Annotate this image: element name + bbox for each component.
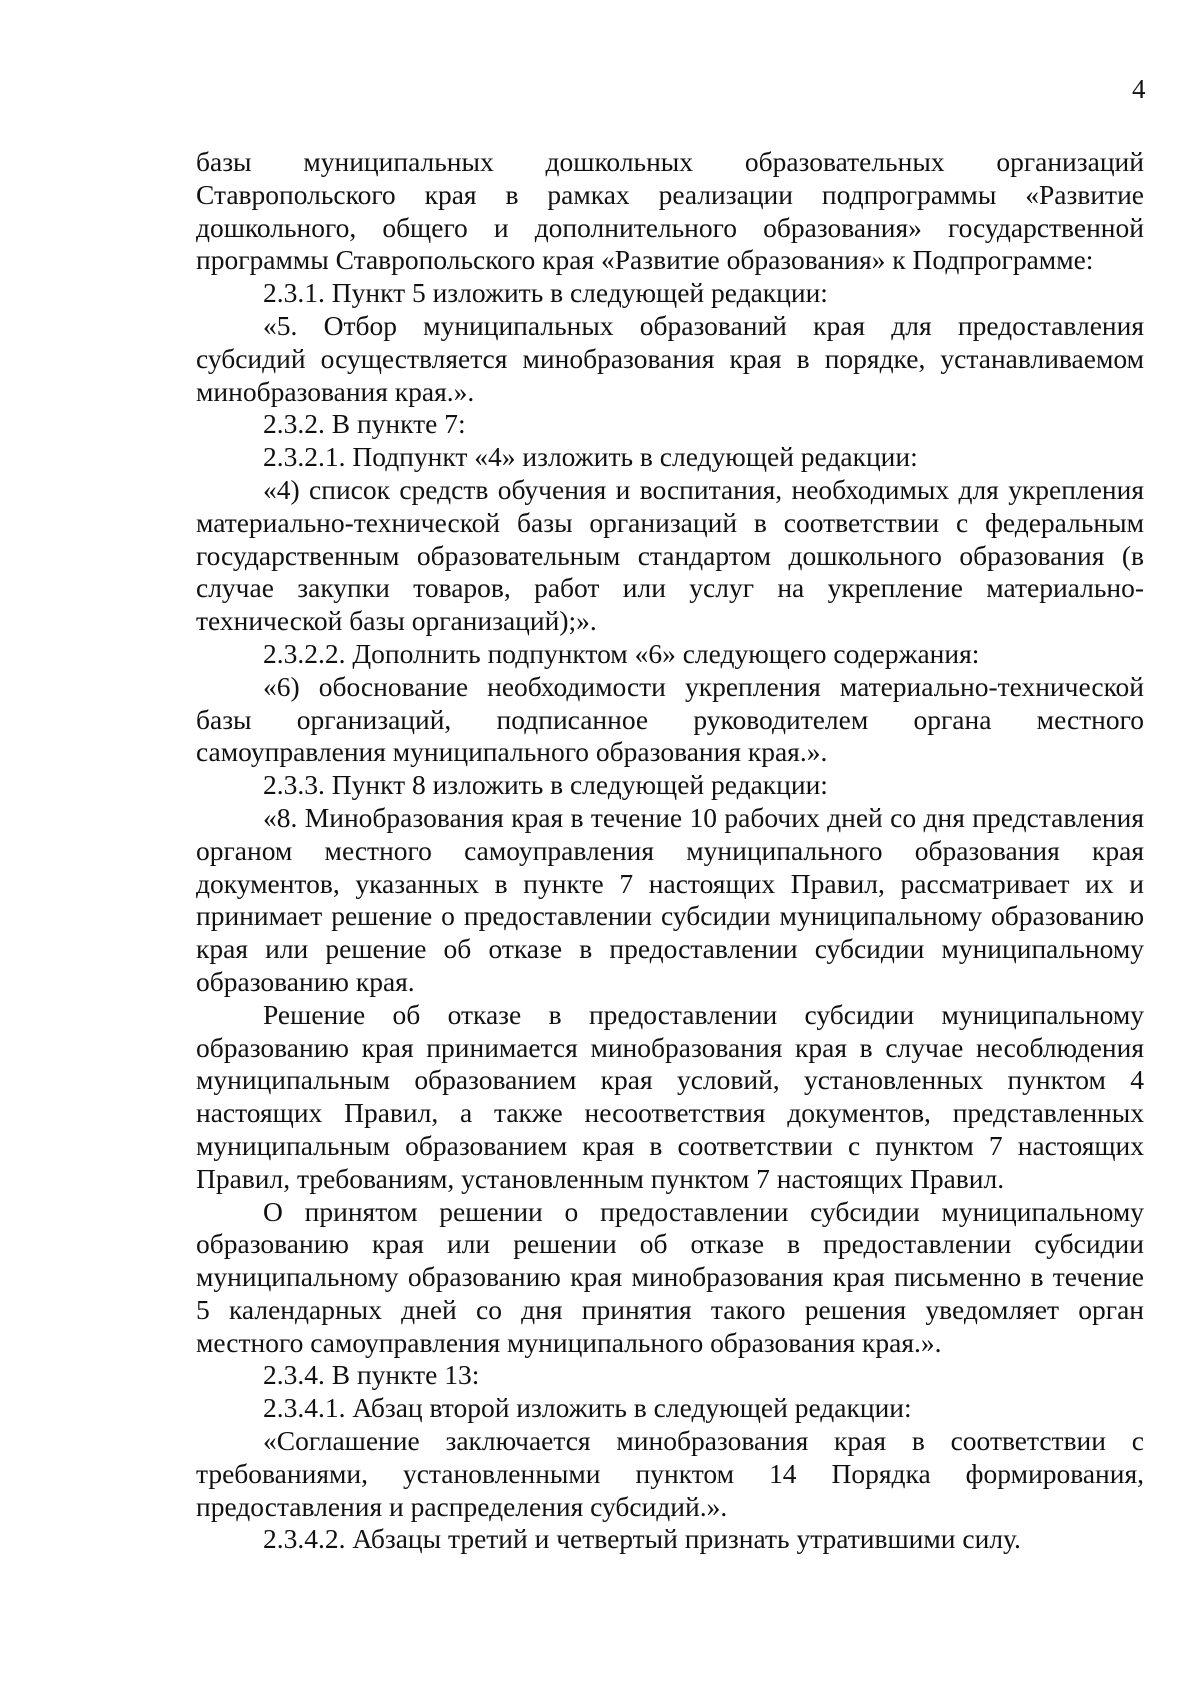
paragraph-2-3-2: 2.3.2. В пункте 7:: [263, 408, 466, 440]
paragraph-2-3-4-2: 2.3.4.2. Абзацы третий и четвертый признать утратившими силу.: [263, 1523, 1021, 1555]
paragraph-refusal-decision: Решение об отказе в предоставлении субсидии муниципальному образованию края принимается минобразования края в случае несоблюдения муниципальным образованием края условий, установленных пунктом 4 настоящих Правил, а также несоответствия документов, представленных муниципальным образованием края в соответствии с пунктом 7 настоящих Правил, требованиям, установленным пунктом 7 настоящих Правил.: [196, 998, 1144, 1194]
paragraph-notification: О принятом решении о предоставлении субсидии муниципальному образованию края или решении об отказе в предоставлении субсидии муниципальному образованию края минобразования края письменно в течение 5 календарных дней со дня принятия такого решения уведомляет орган местного самоуправления муниципального образования края.».: [196, 1195, 1144, 1358]
paragraph-subpoint-4-text: «4) список средств обучения и воспитания, необходимых для укрепления материально-технической базы организаций в соответствии с федеральным государственным образовательным стандартом дошкольного образования (в случае закупки товаров, работ или услуг на укрепление материально-технической базы организаций);».: [196, 473, 1144, 637]
paragraph-2-3-1: 2.3.1. Пункт 5 изложить в следующей редакции:: [263, 277, 828, 309]
paragraph-2-3-2-2: 2.3.2.2. Дополнить подпунктом «6» следующего содержания:: [263, 637, 980, 669]
paragraph-point-8-text: «8. Минобразования края в течение 10 рабочих дней со дня представления органом местного самоуправления муниципального образования края документов, указанных в пункте 7 настоящих Правил, рассматривает их и принимает решение о предоставлении субсидии муниципальному образованию края или решение об отказе в предоставлении субсидии муниципальному образованию края.: [196, 801, 1144, 997]
paragraph-2-3-4: 2.3.4. В пункте 13:: [263, 1359, 480, 1391]
paragraph-2-3-2-1: 2.3.2.1. Подпункт «4» изложить в следующей редакции:: [263, 441, 918, 473]
page-number: 4: [1132, 74, 1146, 104]
paragraph-point-5-text: «5. Отбор муниципальных образований края для предоставления субсидий осуществляется минобразования края в порядке, устанавливаемом минобразования края.».: [196, 309, 1144, 407]
paragraph-subpoint-6-text: «6) обоснование необходимости укрепления материально-технической базы организаций, подписанное руководителем органа местного самоуправления муниципального образования края.».: [196, 670, 1144, 768]
document-body: [196, 146, 1144, 1556]
paragraph-intro-continuation: базы муниципальных дошкольных образовательных организаций Ставропольского края в рамках реализации подпрограммы «Развитие дошкольного, общего и дополнительного образования» государственной программы Ставропольского края «Развитие образования» к Подпрограмме:: [196, 146, 1144, 276]
paragraph-2-3-3: 2.3.3. Пункт 8 изложить в следующей редакции:: [263, 769, 828, 801]
paragraph-agreement-text: «Соглашение заключается минобразования края в соответствии с требованиями, установленными пунктом 14 Порядка формирования, предоставления и распределения субсидий.».: [196, 1425, 1144, 1522]
paragraph-2-3-4-1: 2.3.4.1. Абзац второй изложить в следующей редакции:: [263, 1392, 912, 1424]
